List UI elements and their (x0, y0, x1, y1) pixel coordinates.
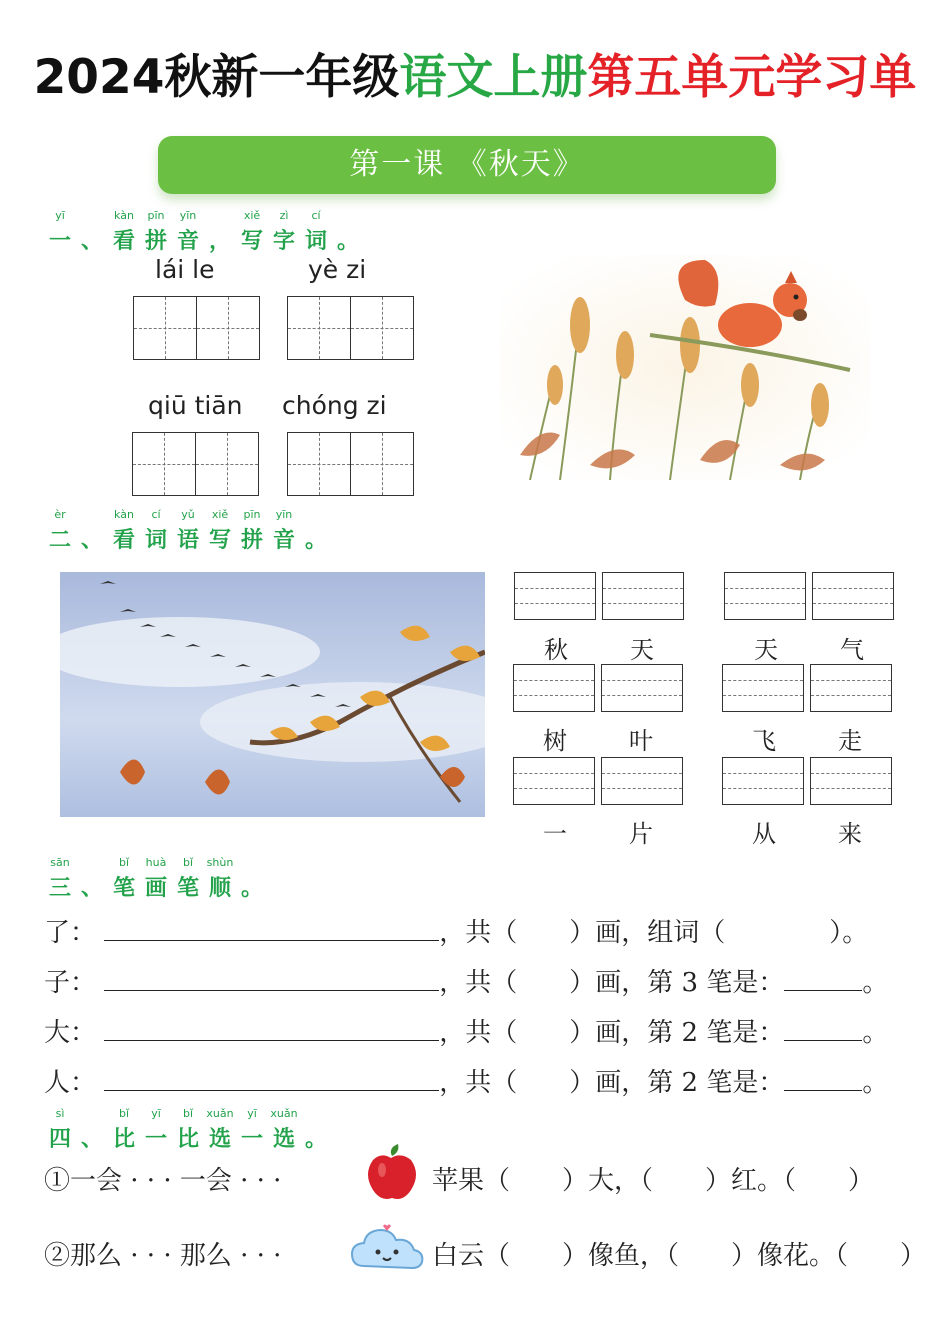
stroke-nth-line[interactable] (784, 964, 862, 991)
stroke-row-text: ，共（ ）画，组词（ ）。 (439, 918, 869, 948)
word-char: 飞 (752, 727, 776, 755)
pinyin-writing-box[interactable] (722, 664, 804, 712)
squirrel-illustration (500, 255, 870, 480)
pinyin-writing-box[interactable] (812, 572, 894, 620)
stroke-answer-line[interactable] (104, 1064, 439, 1091)
compare-item-left: ②那么 · · · 那么 · · · (44, 1241, 282, 1271)
writing-grid[interactable] (287, 432, 414, 496)
worksheet-title (0, 40, 950, 107)
lesson-banner: 第一课 《秋天》 (158, 136, 776, 194)
pinyin-label: qiū tiān (148, 391, 243, 420)
pinyin-label: lái le (155, 255, 215, 284)
writing-grid[interactable] (132, 432, 259, 496)
pinyin-writing-box[interactable] (810, 664, 892, 712)
stroke-char: 子： (44, 968, 97, 998)
pinyin-label: yè zi (308, 255, 367, 284)
stroke-char: 了： (44, 918, 97, 948)
stroke-nth-line[interactable] (784, 1014, 862, 1041)
title-part-subject: 语文上册 (399, 50, 588, 105)
compare-item-right[interactable]: 白云（ ）像鱼，（ ）像花。（ ） (432, 1241, 927, 1271)
section3-heading: sān 三 、 bǐ 笔 huà 画 bǐ 笔 shùn 顺 。 (48, 856, 263, 901)
apple-icon (364, 1144, 420, 1202)
word-char: 来 (838, 820, 862, 848)
pinyin-box-group (514, 572, 684, 620)
pinyin-box-group (724, 572, 894, 620)
word-char: 天 (630, 636, 654, 664)
stroke-row-text: ，共（ ）画，第 3 笔是： (439, 968, 785, 998)
word-char: 叶 (629, 727, 653, 755)
pinyin-writing-box[interactable] (601, 757, 683, 805)
geese-sky-illustration (60, 572, 485, 817)
pinyin-box-group (722, 757, 892, 805)
word-char: 片 (629, 820, 653, 848)
stroke-answer-line[interactable] (104, 914, 439, 941)
pinyin-box-group (513, 757, 683, 805)
compare-item-left: ①一会 · · · 一会 · · · (44, 1166, 282, 1196)
heading-char: yī 一 (48, 209, 71, 254)
stroke-nth-line[interactable] (784, 1064, 862, 1091)
cloud-icon (350, 1222, 424, 1278)
word-char: 天 (754, 636, 778, 664)
stroke-char: 人： (44, 1068, 97, 1098)
section2-heading: èr 二 、 kàn 看 cí 词 yǔ 语 xiě 写 pīn 拼 yīn 音 。 (48, 508, 327, 553)
word-char: 一 (543, 820, 567, 848)
title-part-grade: 2024秋新一年级 (33, 50, 400, 105)
section4-heading: sì 四 、 bǐ 比 yī 一 bǐ 比 xuǎn 选 yī 一 xuǎn 选 。 (48, 1107, 327, 1152)
word-char: 气 (840, 636, 864, 664)
pinyin-writing-box[interactable] (514, 572, 596, 620)
pinyin-writing-box[interactable] (810, 757, 892, 805)
word-char: 从 (752, 820, 776, 848)
pinyin-writing-box[interactable] (602, 572, 684, 620)
pinyin-writing-box[interactable] (601, 664, 683, 712)
pinyin-writing-box[interactable] (513, 664, 595, 712)
word-char: 走 (838, 727, 862, 755)
stroke-answer-line[interactable] (104, 1014, 439, 1041)
writing-grid[interactable] (133, 296, 260, 360)
pinyin-box-group (513, 664, 683, 712)
stroke-row (44, 912, 868, 949)
writing-grid[interactable] (287, 296, 414, 360)
stroke-row-text: ，共（ ）画，第 2 笔是： (439, 1018, 785, 1048)
pinyin-box-group (722, 664, 892, 712)
stroke-row-text: ，共（ ）画，第 2 笔是： (439, 1068, 785, 1098)
stroke-row: 人： ，共（ ）画，第 2 笔是： 。 (44, 1062, 888, 1099)
word-char: 树 (543, 727, 567, 755)
stroke-char: 大： (44, 1018, 97, 1048)
pinyin-writing-box[interactable] (724, 572, 806, 620)
title-part-unit: 第五单元学习单 (587, 50, 917, 105)
section1-heading: yī 一 、 kàn 看 pīn 拼 yīn 音 ， xiě 写 zì 字 cí 词 。 (44, 224, 364, 255)
word-char: 秋 (544, 636, 568, 664)
stroke-row: 子： ，共（ ）画，第 3 笔是： 。 (44, 962, 888, 999)
stroke-row: 大： ，共（ ）画，第 2 笔是： 。 (44, 1012, 888, 1049)
compare-item-right[interactable]: 苹果（ ）大，（ ）红。（ ） (432, 1166, 875, 1196)
stroke-answer-line[interactable] (104, 964, 439, 991)
pinyin-writing-box[interactable] (513, 757, 595, 805)
pinyin-label: chóng zi (282, 391, 387, 420)
pinyin-writing-box[interactable] (722, 757, 804, 805)
